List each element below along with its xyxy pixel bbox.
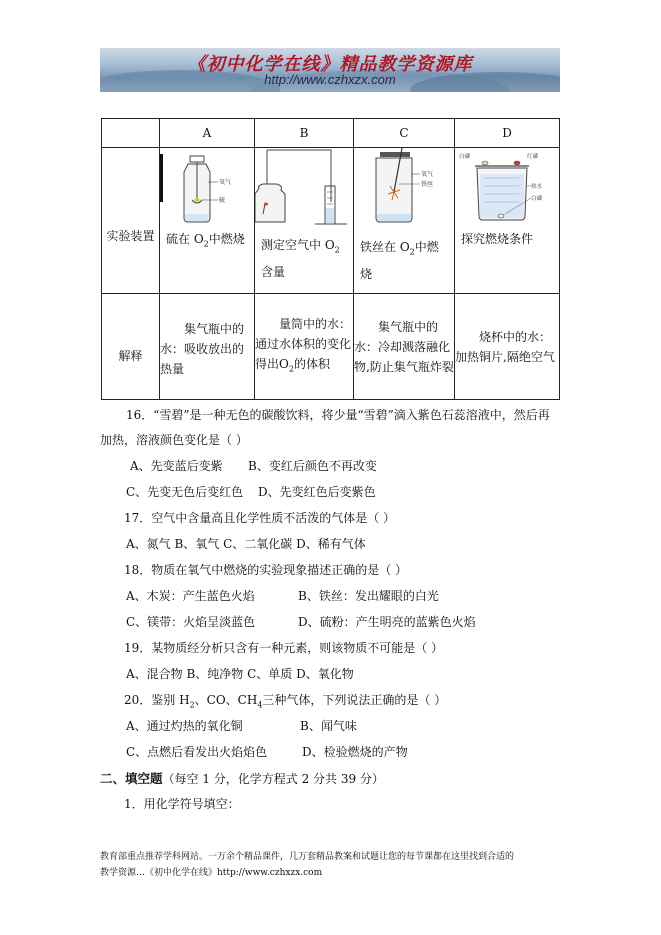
caption-text: 中燃烧 (208, 232, 245, 246)
cell-device-b (255, 148, 354, 294)
cell-device-c (354, 148, 455, 294)
caption-device-c (354, 226, 454, 285)
combustion-condition-figure (455, 148, 559, 226)
q16-option-c: C、先变无色后变红色 (126, 485, 244, 499)
footer-line-1: 教育部重点推荐学科网站。一万余个精品课件，几万套精品教案和试题让您的每节课都在这里找到合适的 (100, 852, 515, 862)
row-label-explain: 解释 (102, 294, 160, 400)
q20-subscript: 2 (189, 700, 195, 710)
footer-line-2: 教学资源…《初中化学在线》http://www.czhxzx.com (100, 868, 323, 878)
explain-text: 集气瓶中的水：吸收放出的热量 (160, 321, 245, 376)
caption-device-b (255, 226, 353, 283)
q17-options: A、氮气 B、氧气 C、二氧化碳 D、稀有气体 (126, 537, 366, 551)
q16-option-d: D、先变红色后变紫色 (258, 485, 376, 499)
air-oxygen-measure-figure (255, 148, 353, 226)
header-banner (100, 48, 560, 92)
q16-option-b: B、变红后颜色不再改变 (248, 459, 377, 473)
explain-text: 集气瓶中的水：冷却溅落融化物,防止集气瓶炸裂 (354, 319, 454, 374)
question-16-line1: 16．“雪碧”是一种无色的碳酸饮料，将少量“雪碧”滴入紫色石蕊溶液中，然后再 (126, 408, 550, 422)
explain-d (455, 294, 560, 400)
experiment-table (101, 118, 560, 400)
banner-url: http://www.czhxzx.com (264, 72, 396, 87)
label-oxygen-c: 氧气 (421, 171, 434, 178)
explain-a (160, 294, 255, 400)
q18-option-d: D、硫粉：产生明亮的蓝紫色火焰 (298, 615, 476, 629)
explain-text: 的体积 (293, 356, 330, 371)
caption-device-d: 探究燃烧条件 (461, 232, 534, 246)
caption-subscript: 2 (409, 247, 415, 257)
label-iron-c: 铁丝 (421, 181, 434, 188)
q16-option-a: A、先变蓝后变紫 (130, 459, 223, 473)
row-label-device: 实验装置 (102, 148, 160, 294)
q20-option-a: A、通过灼热的氧化铜 (126, 719, 243, 733)
question-17: 17．空气中含量高且化学性质不活泼的气体是（ ） (124, 511, 396, 525)
section-2-heading: 二、填空题 (100, 771, 163, 786)
q20-text: 三种气体，下列说法正确的是（ ） (262, 693, 447, 707)
q18-option-b: B、铁丝：发出耀眼的白光 (298, 589, 439, 603)
column-header-b: B (255, 119, 354, 148)
label-white-phosphorus-top: 白磷 (459, 154, 471, 160)
caption-subscript: 2 (203, 239, 209, 249)
caption-text: 中燃烧 (360, 240, 439, 282)
table-row-device (102, 148, 560, 294)
question-19: 19．某物质经分析只含有一种元素，则该物质不可能是（ ） (124, 641, 444, 655)
caption-device-a (160, 226, 254, 255)
column-header-a: A (160, 119, 255, 148)
cell-device-a (160, 148, 255, 294)
explain-text: 烧杯中的水：加热铜片,隔绝空气 (455, 329, 555, 364)
q20-option-b: B、闻气味 (300, 719, 357, 733)
q20-option-c: C、点燃后看发出火焰焰色 (126, 745, 268, 759)
label-oxygen-a: 氧气 (219, 179, 232, 186)
q20-option-d: D、检验燃烧的产物 (302, 745, 408, 759)
question-18: 18．物质在氧气中燃烧的实验现象描述正确的是（ ） (124, 563, 408, 577)
label-red-phosphorus: 红磷 (527, 154, 539, 160)
sulfur-combustion-figure (160, 148, 254, 226)
label-white-phosphorus-bottom: 白磷 (531, 196, 543, 202)
question-20 (124, 692, 446, 713)
section-2-heading-line (100, 769, 384, 787)
question-16-line2: 加热，溶液颜色变化是（ ） (100, 433, 248, 447)
label-hot-water: 热水 (531, 184, 543, 190)
explain-b (255, 294, 354, 400)
q20-text: 、CO、CH (194, 693, 258, 707)
column-header-c: C (354, 119, 455, 148)
explain-text: 量筒中的水：通过水体积的变化得出O (255, 316, 352, 371)
caption-text: 含量 (261, 265, 286, 280)
caption-text: 硫在 O (166, 232, 204, 246)
q20-text: 20．鉴别 H (124, 693, 190, 707)
explain-c (354, 294, 455, 400)
q18-option-c: C、镁带：火焰呈淡蓝色 (126, 615, 256, 629)
section-2-note: （每空 1 分，化学方程式 2 分共 39 分） (162, 772, 384, 786)
caption-text: 铁丝在 O (360, 240, 410, 254)
explain-subscript: 2 (288, 364, 294, 374)
caption-subscript: 2 (334, 245, 340, 255)
q19-options: A、混合物 B、纯净物 C、单质 D、氧化物 (126, 667, 354, 681)
caption-text: 测定空气中 O (261, 238, 335, 252)
iron-wire-combustion-figure (354, 148, 454, 226)
table-header-row (102, 119, 560, 148)
margin-bar (160, 154, 163, 202)
q18-option-a: A、木炭：产生蓝色火焰 (126, 589, 255, 603)
banner-title: 《初中化学在线》精品教学资源库 (187, 54, 473, 75)
q20-subscript: 4 (257, 700, 263, 710)
fill-in-item-1: 1．用化学符号填空： (124, 797, 240, 811)
table-row-explain (102, 294, 560, 400)
label-sulfur-a: 硫 (219, 197, 226, 204)
column-header-d: D (455, 119, 560, 148)
header-blank-cell (102, 119, 160, 148)
cell-device-d (455, 148, 560, 294)
